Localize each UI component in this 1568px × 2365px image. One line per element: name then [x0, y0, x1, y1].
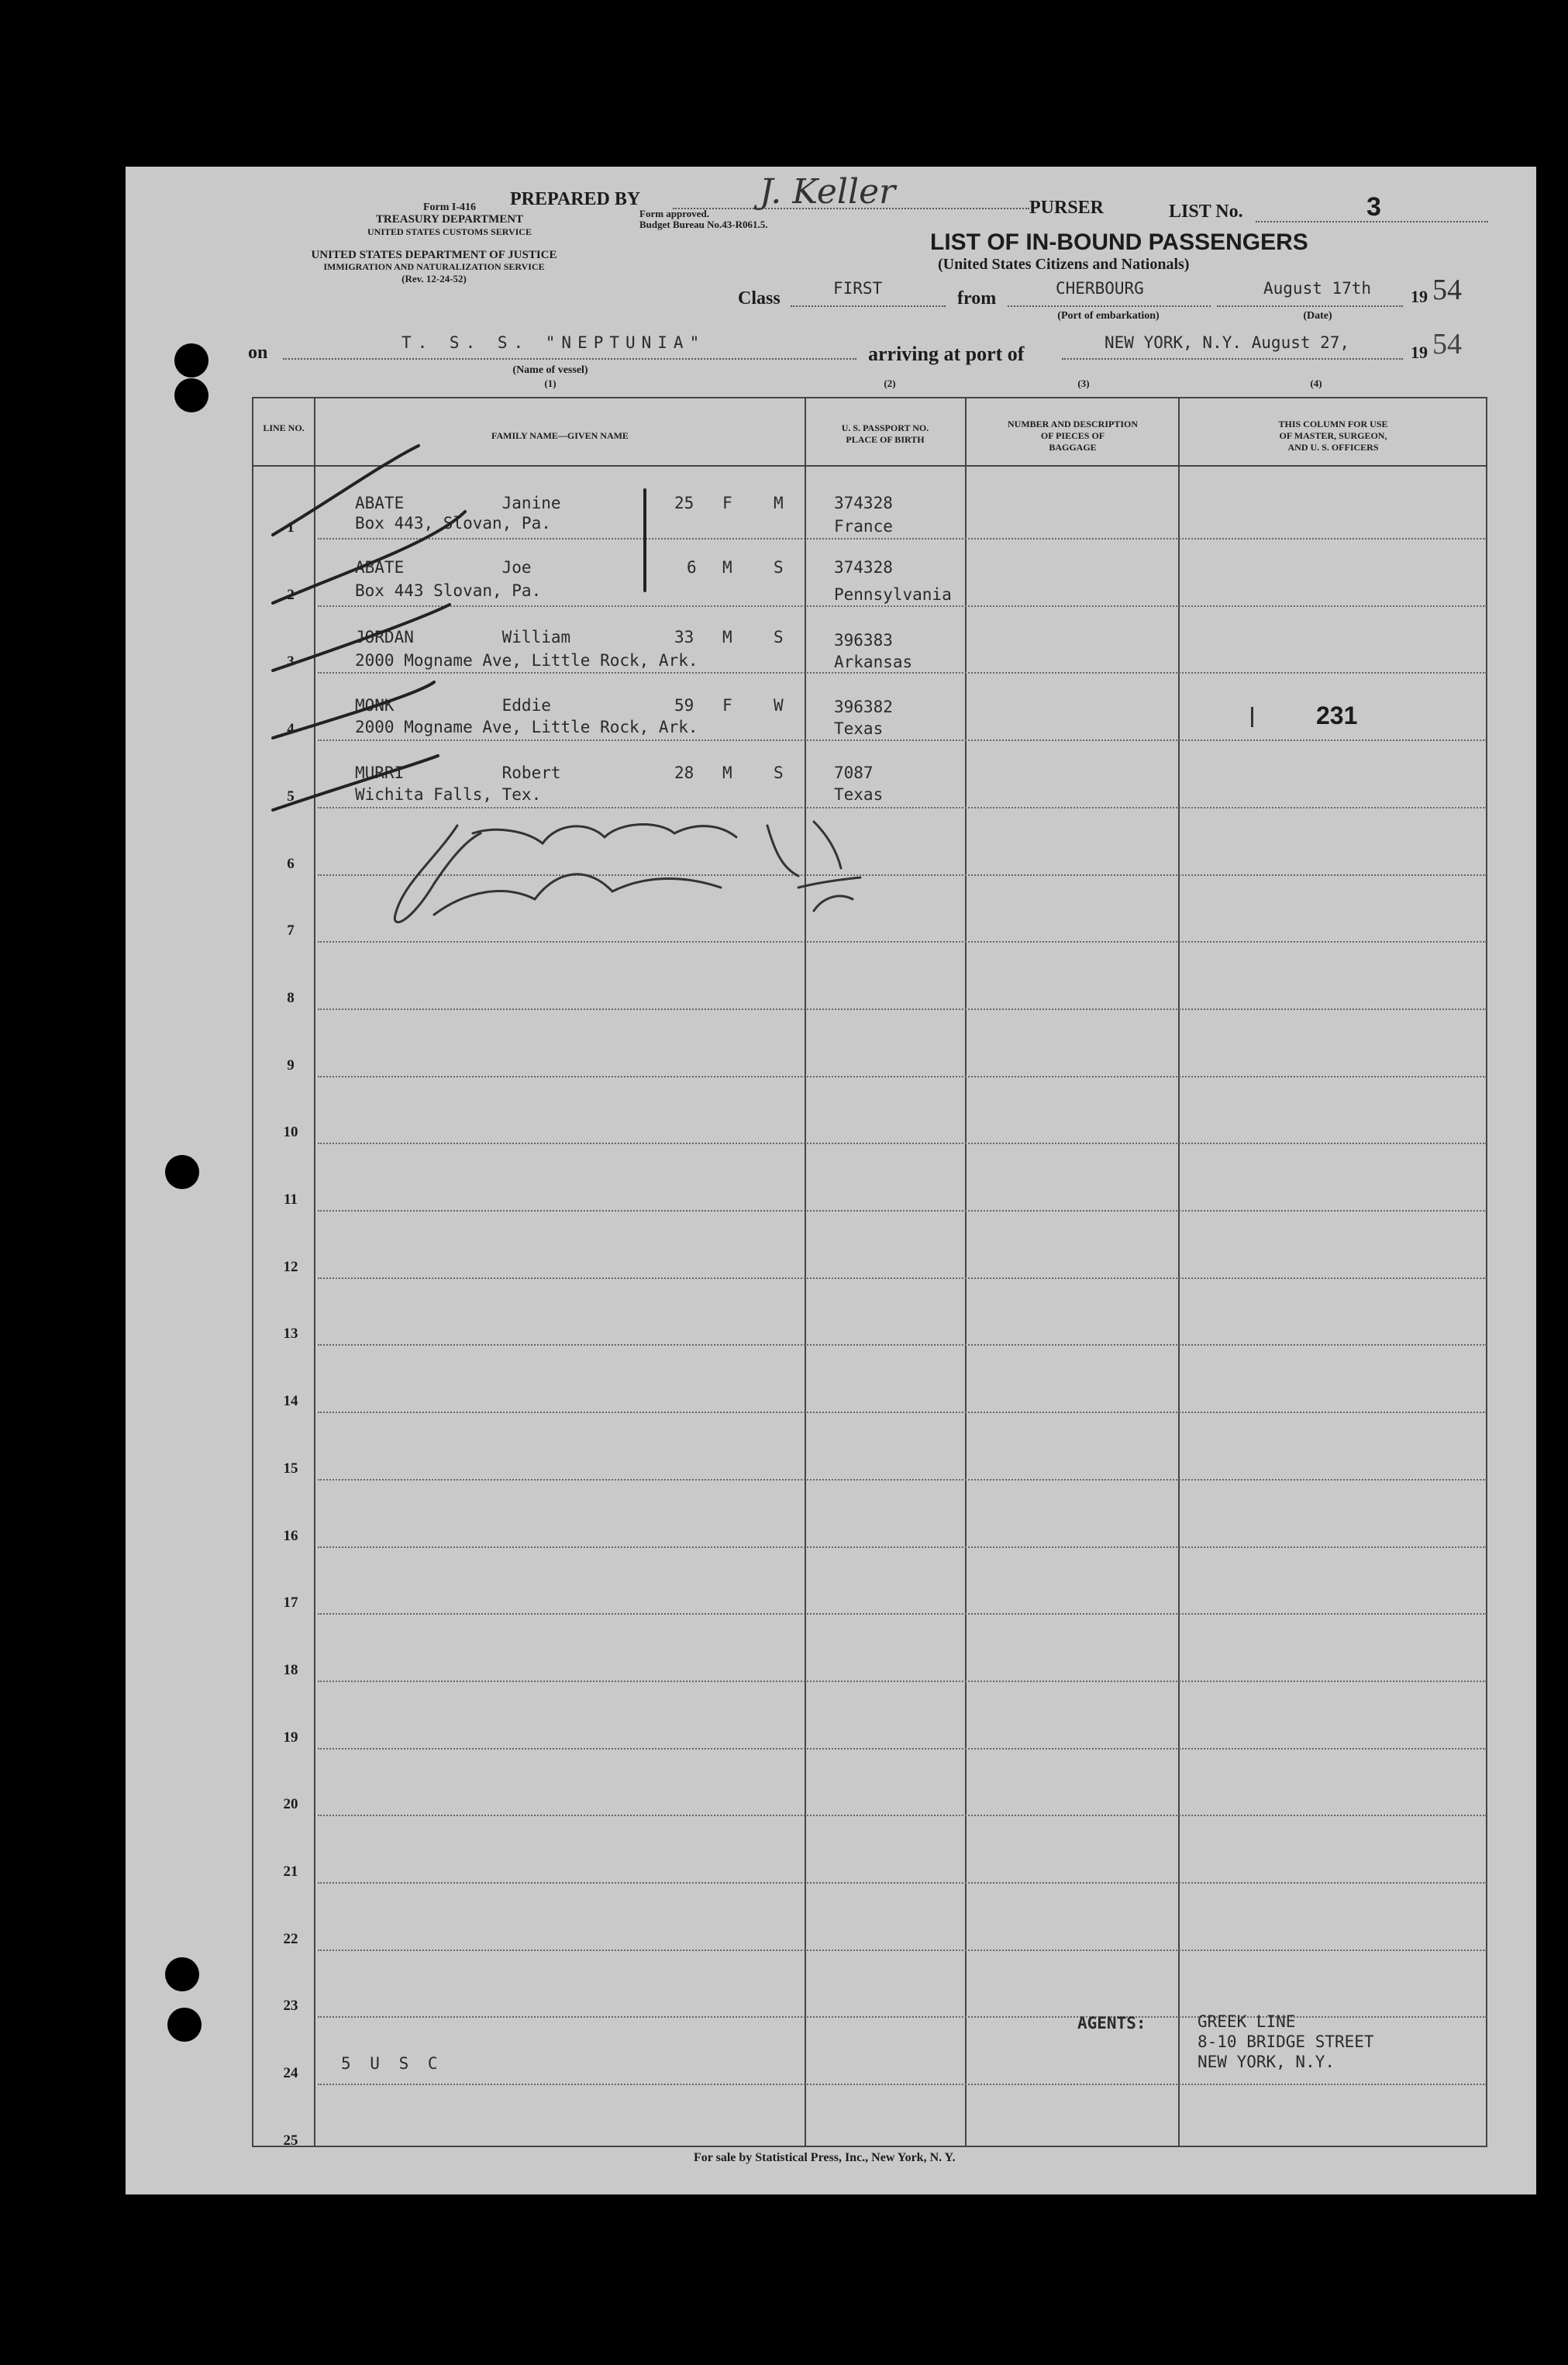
header-passport-2: PLACE OF BIRTH — [846, 434, 925, 445]
purser-label: PURSER — [1029, 198, 1104, 218]
passenger-marital: S — [774, 558, 784, 577]
document-subtitle: (United States Citizens and Nationals) — [938, 256, 1190, 273]
line-number: 17 — [283, 1594, 298, 1612]
passport-number: 7087 — [834, 764, 874, 782]
passport-number: 396382 — [834, 698, 893, 716]
year-prefix: 19 — [1411, 287, 1428, 306]
header-officers-3: AND U. S. OFFICERS — [1287, 442, 1379, 453]
line-number: 22 — [283, 1930, 298, 1947]
document-title: LIST OF IN-BOUND PASSENGERS — [930, 229, 1308, 255]
passenger-marital: S — [774, 764, 784, 782]
passenger-age: 6 — [687, 558, 697, 577]
passenger-name: MONK Eddie — [355, 696, 551, 715]
header-baggage-2: OF PIECES OF — [1040, 430, 1105, 441]
inspector-signature — [395, 822, 860, 922]
column-3-caption: (3) — [1077, 378, 1090, 389]
header-line-no: LINE NO. — [263, 422, 305, 433]
passenger-marital: M — [774, 494, 784, 512]
check-mark — [273, 446, 419, 535]
line-number: 11 — [284, 1191, 298, 1208]
vessel-caption: (Name of vessel) — [512, 364, 588, 376]
line-number: 2 — [287, 586, 295, 603]
line-number: 4 — [287, 721, 295, 738]
arrival-port-date: NEW YORK, N.Y. August 27, — [1104, 333, 1350, 352]
header-officers-2: OF MASTER, SURGEON, — [1279, 430, 1387, 441]
form-approved: Form approved. — [639, 208, 710, 219]
vessel-name: T. S. S. "NEPTUNIA" — [401, 333, 706, 352]
officer-note: 231 — [1316, 702, 1358, 729]
header-name: FAMILY NAME—GIVEN NAME — [491, 430, 629, 441]
treasury-label: TREASURY DEPARTMENT — [375, 213, 524, 226]
date-caption: (Date) — [1303, 310, 1332, 322]
port-embarkation-caption: (Port of embarkation) — [1057, 310, 1160, 322]
line-number: 9 — [287, 1057, 295, 1074]
passenger-name: JORDAN William — [355, 628, 571, 646]
place-of-birth: France — [834, 517, 893, 536]
from-label: from — [957, 288, 997, 309]
class-label: Class — [738, 288, 781, 309]
column-4-caption: (4) — [1310, 378, 1322, 389]
line-number: 25 — [283, 2132, 298, 2149]
passenger-address: 2000 Mogname Ave, Little Rock, Ark. — [355, 718, 698, 736]
vessel-column-number: (1) — [544, 378, 557, 389]
justice-label: UNITED STATES DEPARTMENT OF JUSTICE — [311, 249, 557, 261]
header-officers-1: THIS COLUMN FOR USE — [1278, 419, 1388, 429]
passenger-name: ABATE Janine — [355, 494, 561, 512]
prepared-by-label: PREPARED BY — [510, 189, 641, 209]
stamp-note: 5 U S C — [341, 2054, 443, 2073]
customs-label: UNITED STATES CUSTOMS SERVICE — [367, 226, 532, 237]
passenger-age: 59 — [674, 696, 694, 715]
passport-number: 396383 — [834, 631, 893, 650]
line-number: 12 — [283, 1258, 298, 1275]
line-number: 5 — [287, 788, 295, 805]
form-number: Form I-416 — [422, 202, 477, 213]
line-number: 16 — [283, 1527, 298, 1544]
check-mark — [273, 756, 438, 810]
list-number: 3 — [1366, 192, 1381, 222]
line-number: 6 — [287, 855, 295, 872]
footer-printer: For sale by Statistical Press, Inc., New York, N. Y. — [694, 2151, 956, 2164]
line-number: 14 — [283, 1393, 298, 1410]
check-mark — [273, 682, 434, 738]
agent-city: NEW YORK, N.Y. — [1198, 2053, 1335, 2071]
passport-number: 374328 — [834, 494, 893, 512]
class-value: FIRST — [833, 279, 883, 298]
line-number: 24 — [283, 2065, 298, 2082]
passenger-age: 28 — [674, 764, 694, 782]
passenger-name: MURRI Robert — [355, 764, 561, 782]
arrival-year-handwritten: 54 — [1432, 328, 1462, 360]
prepared-by-signature: J. Keller — [760, 172, 896, 212]
check-mark — [273, 605, 450, 671]
passenger-sex: M — [722, 628, 732, 646]
line-number: 10 — [283, 1124, 298, 1141]
agents-label: AGENTS: — [1077, 2014, 1146, 2032]
year-handwritten: 54 — [1432, 274, 1462, 306]
revision-label: (Rev. 12-24-52) — [401, 273, 467, 284]
ins-label: IMMIGRATION AND NATURALIZATION SERVICE — [323, 261, 545, 272]
list-no-label: LIST No. — [1169, 202, 1243, 222]
header-baggage-3: BAGGAGE — [1049, 442, 1097, 453]
line-number: 7 — [287, 922, 295, 939]
line-number: 23 — [283, 1998, 298, 2015]
place-of-birth: Texas — [834, 719, 884, 738]
passenger-name: ABATE Joe — [355, 558, 532, 577]
passenger-marital: S — [774, 628, 784, 646]
line-number: 8 — [287, 989, 295, 1006]
passenger-address: Box 443 Slovan, Pa. — [355, 581, 542, 600]
passport-number: 374328 — [834, 558, 893, 577]
place-of-birth: Arkansas — [834, 653, 913, 671]
passenger-sex: F — [722, 696, 732, 715]
passenger-age: 25 — [674, 494, 694, 512]
line-number: 21 — [283, 1863, 298, 1880]
on-label: on — [248, 343, 268, 363]
departure-date: August 17th — [1263, 279, 1372, 298]
from-value: CHERBOURG — [1056, 279, 1144, 298]
passenger-sex: F — [722, 494, 732, 512]
passenger-age: 33 — [674, 628, 694, 646]
passenger-address: Box 443, Slovan, Pa. — [355, 514, 551, 533]
agent-name: GREEK LINE — [1198, 2012, 1296, 2031]
agent-street: 8-10 BRIDGE STREET — [1198, 2032, 1374, 2051]
header-baggage-1: NUMBER AND DESCRIPTION — [1007, 419, 1139, 429]
line-number: 1 — [287, 519, 295, 536]
line-number: 19 — [283, 1729, 298, 1746]
line-number: 18 — [283, 1661, 298, 1678]
place-of-birth: Texas — [834, 785, 884, 804]
header-passport-1: U. S. PASSPORT NO. — [841, 422, 929, 433]
line-number: 20 — [283, 1796, 298, 1813]
column-2-caption: (2) — [884, 378, 896, 389]
line-number: 3 — [287, 653, 295, 671]
passenger-address: Wichita Falls, Tex. — [355, 785, 542, 804]
arriving-label: arriving at port of — [868, 343, 1025, 365]
check-mark — [273, 512, 465, 603]
budget-bureau: Budget Bureau No.43-R061.5. — [639, 219, 768, 230]
passenger-sex: M — [722, 558, 732, 577]
line-number: 13 — [283, 1326, 298, 1343]
arrival-year-prefix: 19 — [1411, 343, 1428, 362]
line-number: 15 — [283, 1460, 298, 1477]
passenger-address: 2000 Mogname Ave, Little Rock, Ark. — [355, 651, 698, 670]
passenger-sex: M — [722, 764, 732, 782]
place-of-birth: Pennsylvania — [834, 585, 952, 604]
passenger-marital: W — [774, 696, 784, 715]
